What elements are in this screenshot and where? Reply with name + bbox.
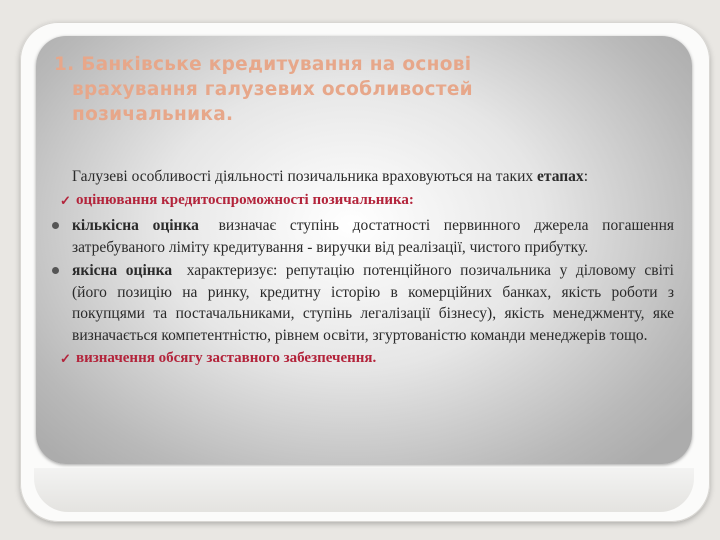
bullet-2-text: характеризує: репутацію потенційного позичальника у діловому світі (його позицію на ринку, кредитну історію в комерційних банках, якість роботи з покупцями та постачальниками, ступінь легалізації бізнесу), якість менеджменту, яке визначається компетентністю, рівнем освіти, згуртованістю команди менеджерів тощо. — [72, 262, 674, 344]
checklist-item-1-text: оцінювання кредитоспроможності позичальника: — [76, 191, 414, 208]
bullet-item-qualitative — [62, 260, 674, 346]
title-line-1: 1. Банківське кредитування на основі — [54, 54, 472, 75]
bullet-2-label: якісна оцінка — [72, 262, 173, 279]
slide-footer-band — [34, 468, 694, 512]
bullet-dot-icon — [52, 222, 59, 229]
title-line-3: позичальника. — [72, 104, 234, 125]
intro-paragraph — [62, 166, 674, 188]
title-line-2: врахування галузевих особливостей — [72, 79, 473, 100]
slide-body — [62, 166, 674, 374]
bullet-item-quantitative — [62, 215, 674, 258]
intro-suffix: : — [583, 168, 588, 185]
intro-bold-word: етапах — [537, 168, 584, 185]
checklist-item-1 — [58, 190, 674, 212]
checkmark-icon: ✓ — [60, 192, 71, 208]
checkmark-icon: ✓ — [60, 351, 71, 366]
slide-title — [54, 52, 614, 127]
bullet-dot-icon — [52, 267, 59, 274]
checklist-item-2-text: визначення обсягу заставного забезпечення. — [76, 350, 377, 366]
bullet-1-text: визначає ступінь достатності первинного джерела погашення затребуваного ліміту кредитування - виручки від реалізації, чистого прибутку. — [72, 217, 674, 256]
checklist-item-2 — [58, 348, 674, 370]
intro-text: Галузеві особливості діяльності позичальника враховуються на таких — [72, 168, 538, 185]
bullet-1-label: кількісна оцінка — [72, 217, 199, 234]
